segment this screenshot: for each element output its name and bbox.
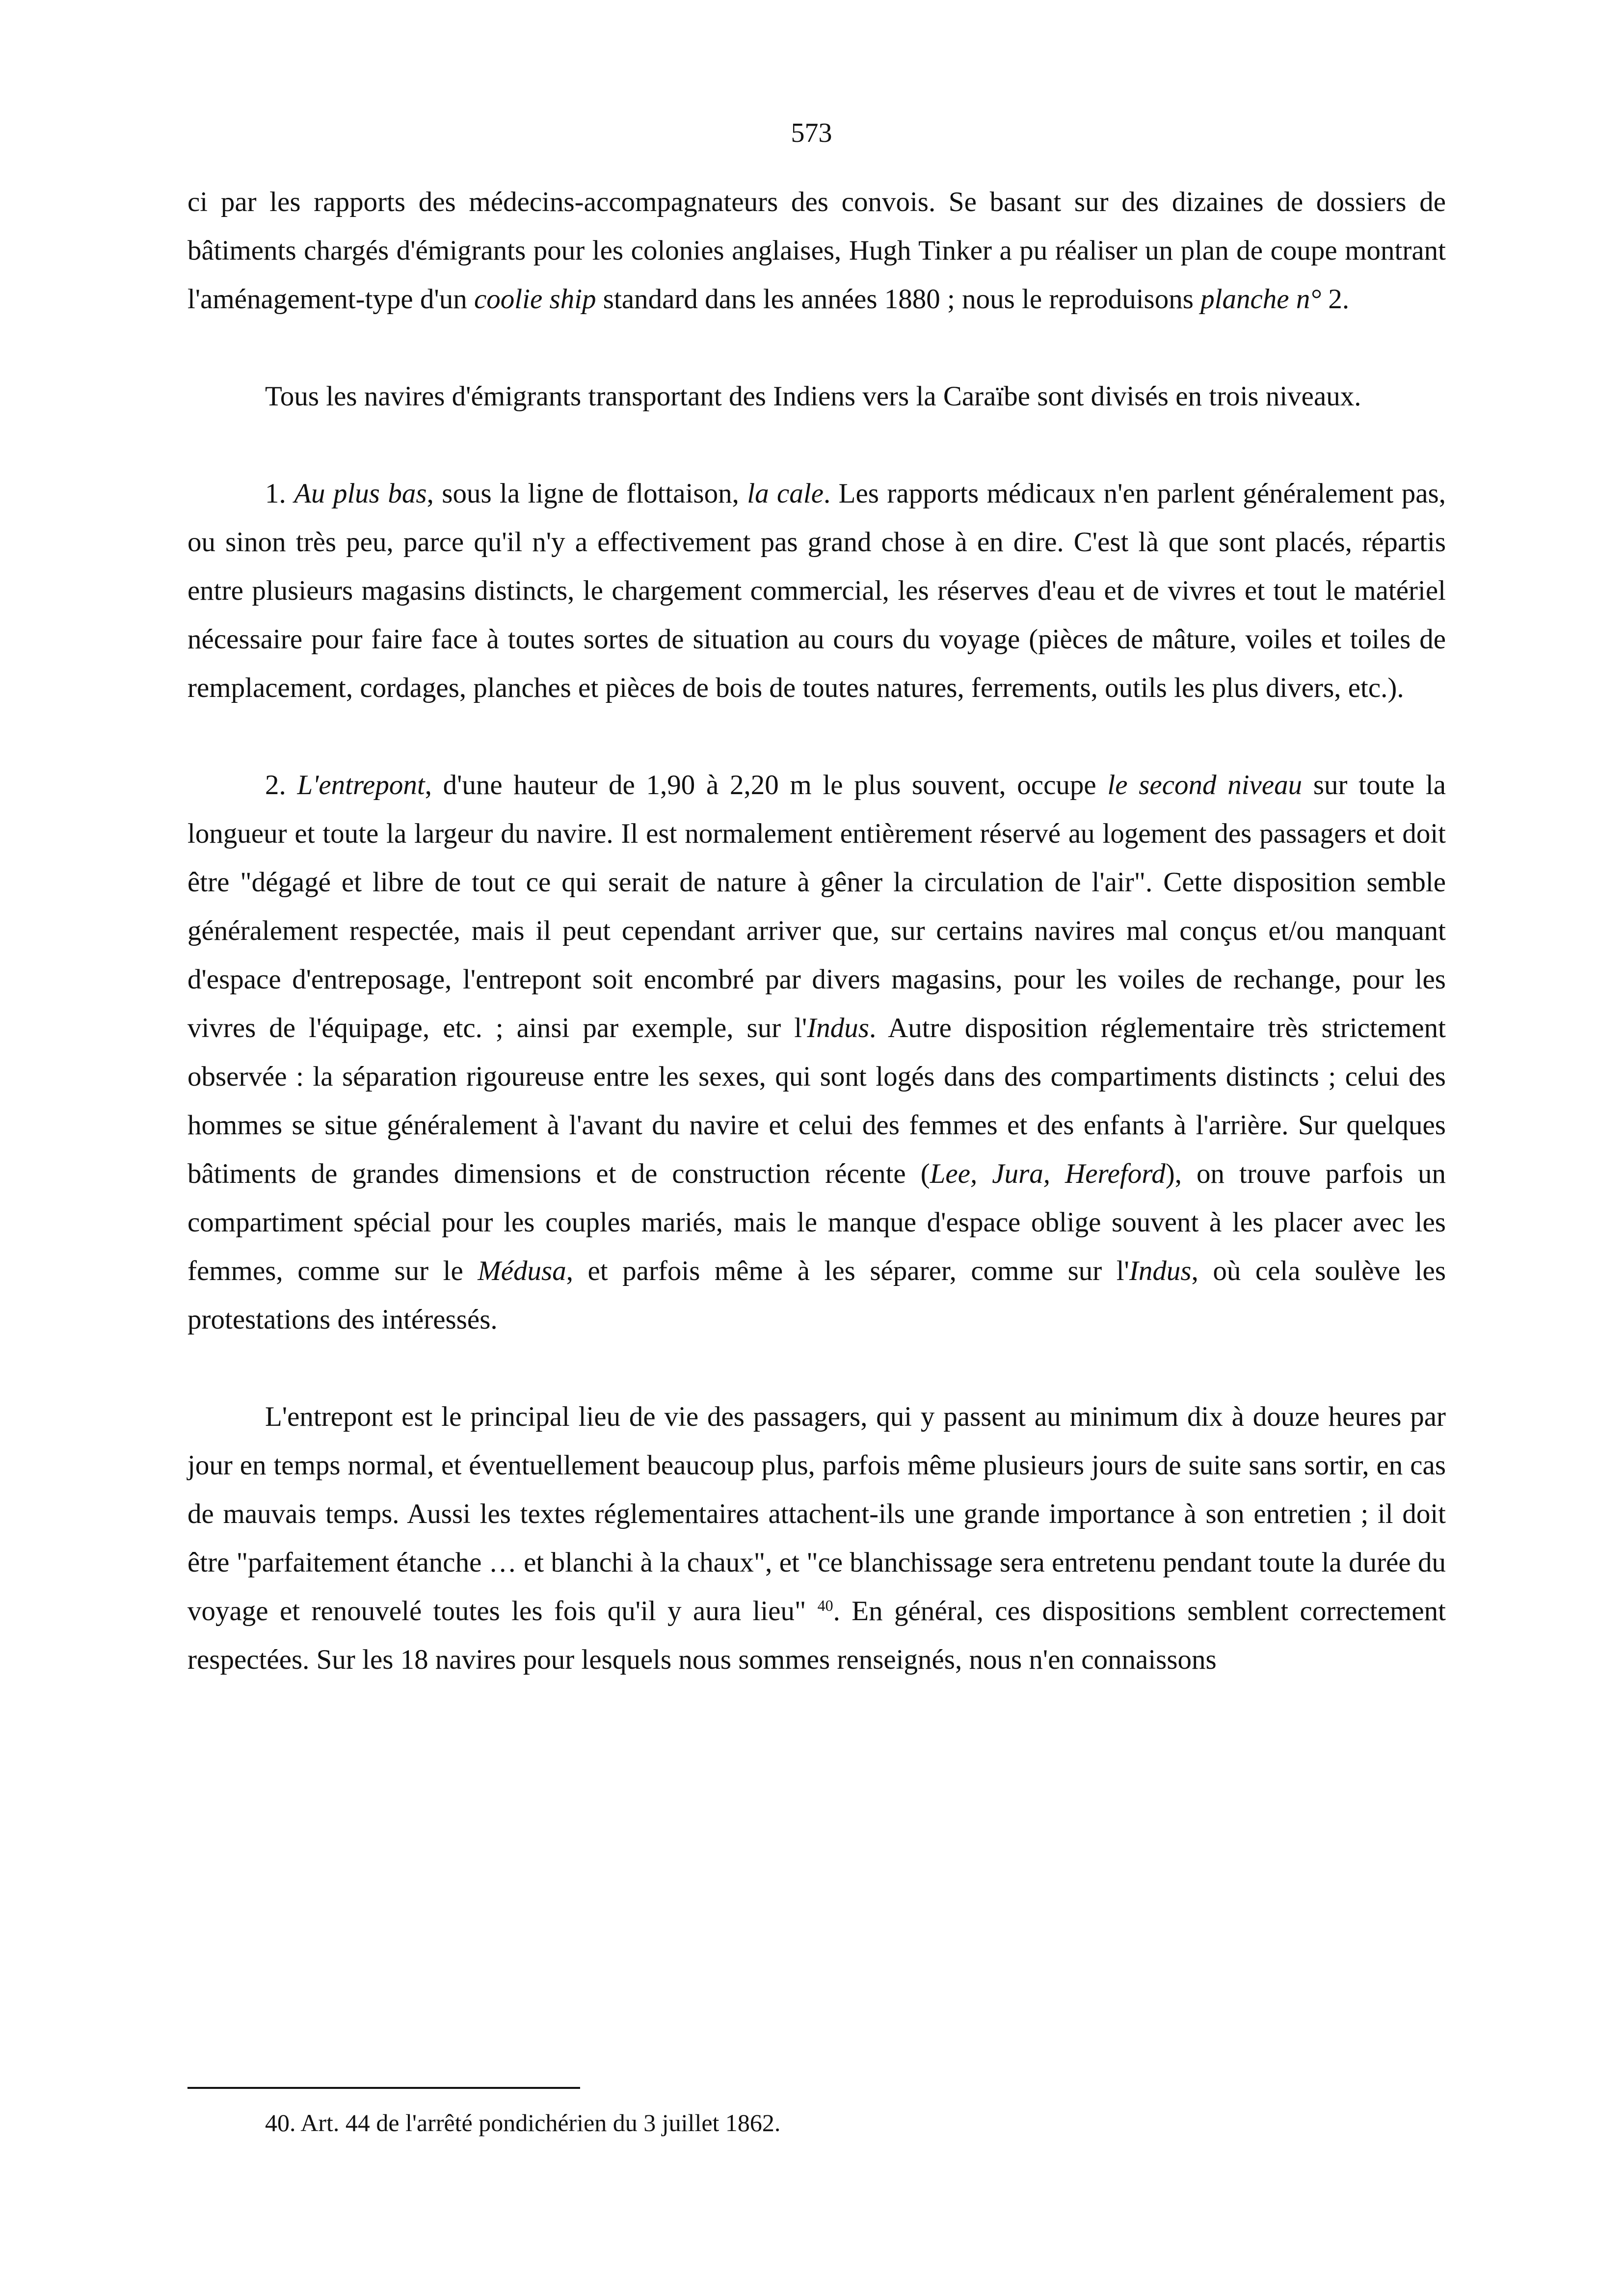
paragraph-between-deck-life: L'entrepont est le principal lieu de vie des passagers, qui y passent au minimum dix à douze heures par jour en temps normal, et éventuellement beaucoup plus, parfois même plusieurs jours de suite sans sortir, en cas de mauvais temps. Aussi les textes réglementaires attachent-ils une grande importance à son entretien ; il doit être "parfaitement étanche … et blanchi à la chaux", et "ce blanchissage sera entretenu pendant toute la durée du voyage et renouvelé toutes les fois qu'il y aura lieu" $^{40}$. En général, ces dispositions semblent correctement respectées. Sur les 18 navires pour lesquels nous sommes renseignés, nous n'en connaissons: [187, 1401, 1446, 1675]
italic-text: Au plus bas: [294, 478, 427, 509]
italic-text: Indus: [1129, 1255, 1192, 1286]
paragraph-continuation: ci par les rapports des médecins-accompagnateurs des convois. Se basant sur des dizaines de dossiers de bâtiments chargés d'émigrants pour les colonies anglaises, Hugh Tinker a pu réaliser un plan de coupe montrant l'aménagement-type d'un coolie ship standard dans les années 1880 ; nous le reproduisons planche n° 2.: [187, 187, 1446, 315]
page-number: 573: [791, 118, 832, 148]
italic-text: L'entrepont: [297, 770, 425, 801]
paragraph-level-2-between-deck: 2. L'entrepont, d'une hauteur de 1,90 à 2,20 m le plus souvent, occupe le second niveau sur toute la longueur et toute la largeur du navire. Il est normalement entièrement réservé au logement des passagers et doit être "dégagé et libre de tout ce qui serait de nature à gêner la circulation de l'air". Cette disposition semble généralement respectée, mais il peut cependant arriver que, sur certains navires mal conçus et/ou manquant d'espace d'entreposage, l'entrepont soit encombré par divers magasins, pour les voiles de rechange, pour les vivres de l'équipage, etc. ; ainsi par exemple, sur l'Indus. Autre disposition réglementaire très strictement observée : la séparation rigoureuse entre les sexes, qui sont logés dans des compartiments distincts ; celui des hommes se situe généralement à l'avant du navire et celui des femmes et des enfants à l'arrière. Sur quelques bâtiments de grandes dimensions et de construction récente (Lee, Jura, Hereford), on trouve parfois un compartiment spécial pour les couples mariés, mais le manque d'espace oblige souvent à les placer avec les femmes, comme sur le Médusa, et parfois même à les séparer, comme sur l'Indus, où cela soulève les protestations des intéressés.: [187, 770, 1446, 1335]
footnote-reference[interactable]: 40: [817, 1596, 833, 1614]
italic-text: le second niveau: [1107, 770, 1303, 801]
italic-text: Lee, Jura, Hereford: [930, 1158, 1166, 1189]
italic-text: Indus: [807, 1013, 869, 1043]
body-text: [187, 178, 1446, 1684]
italic-text: Médusa: [478, 1255, 566, 1286]
italic-text: coolie ship: [474, 284, 596, 315]
paragraph-three-levels-intro: Tous les navires d'émigrants transportant des Indiens vers la Caraïbe sont divisés en trois niveaux.: [265, 381, 1361, 412]
italic-text: la cale: [747, 478, 824, 509]
footnote-separator: [187, 2087, 580, 2089]
paragraph-level-1-hold: 1. Au plus bas, sous la ligne de flottaison, la cale. Les rapports médicaux n'en parlent généralement pas, ou sinon très peu, parce qu'il n'y a effectivement pas grand chose à en dire. C'est là que sont placés, répartis entre plusieurs magasins distincts, le chargement commercial, les réserves d'eau et de vivres et tout le matériel nécessaire pour faire face à toutes sortes de situation au cours du voyage (pièces de mâture, voiles et toiles de remplacement, cordages, planches et pièces de bois de toutes natures, ferrements, outils les plus divers, etc.).: [187, 478, 1446, 703]
italic-text: planche n°: [1200, 284, 1322, 315]
footnote-40: 40. Art. 44 de l'arrêté pondichérien du 3 juillet 1862.: [265, 2109, 781, 2136]
